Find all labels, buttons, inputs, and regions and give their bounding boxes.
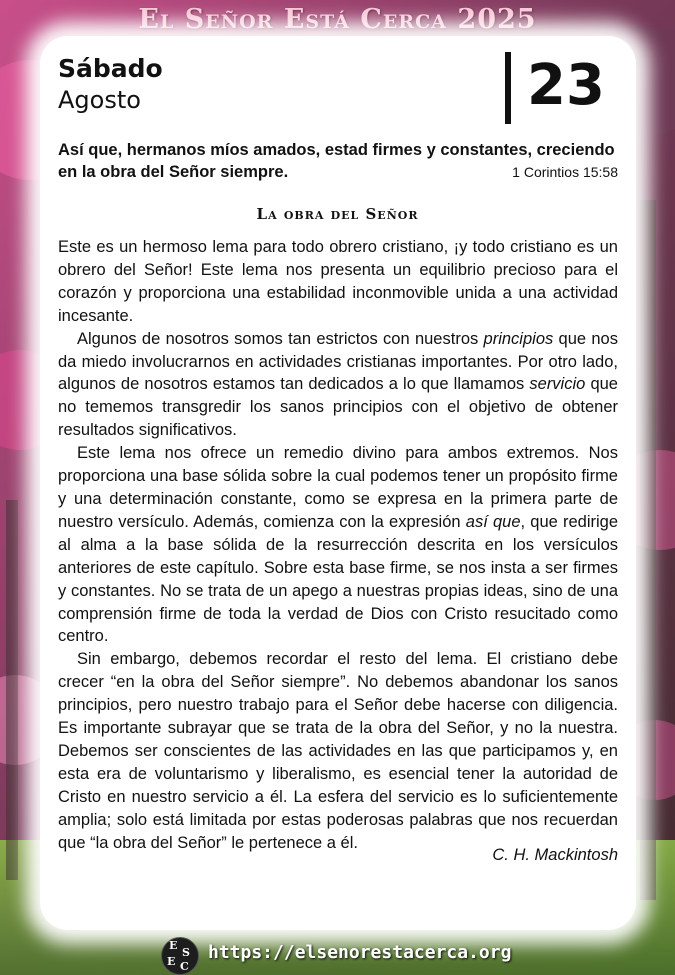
date-divider [505, 52, 511, 124]
website-link[interactable]: https://elsenorestacerca.org [208, 942, 512, 963]
article-paragraph: Sin embargo, debemos recordar el resto del lema. El cristiano debe crecer “en la obra del Señor siempre”. No debemos abandonar los sanos principios, pero nuestro trabajo para el Señor debe hacerse con diligencia. Es importante subrayar que se trata de la obra del Señor, y no la nuestra. Debemos ser conscientes de las actividades en las que participamos y, en esta era de voluntarismo y liberalismo, es esencial tener la autoridad de Cristo en nuestro servicio a él. La esfera del servicio es lo suficientemente amplia; solo está limitada por estas poderosas palabras que nos recuerdan que “la obra del Señor” le pertenece a él. [58, 650, 618, 852]
verse-reference: 1 Corintios 15:58 [512, 164, 618, 180]
esec-logo-icon[interactable] [161, 937, 199, 975]
day-number: 23 [527, 53, 605, 118]
article-body [58, 236, 618, 854]
emphasized-text: principios [483, 329, 554, 348]
publication-title: El Señor Está Cerca 2025 [138, 4, 537, 35]
article-paragraph: Algunos de nosotros somos tan estrictos con nuestros principios que nos da miedo involucrarnos en actividades cristianas importantes. Por otro lado, algunos de nosotros estamos tan dedicados a lo que llamamos servicio que no tememos transgredir los sanos principios con el objetivo de obtener resultados significativos. [58, 329, 618, 440]
logo-letter: E [169, 939, 178, 952]
article-author: C. H. Mackintosh [492, 846, 618, 864]
logo-letter: C [180, 960, 189, 973]
logo-letter: E [167, 955, 176, 968]
article-title: La obra del Señor [256, 205, 419, 223]
logo-letter: S [182, 946, 190, 959]
article-paragraph: Este lema nos ofrece un remedio divino para ambos extremos. Nos proporciona una base sólida sobre la cual podemos tener un propósito firme y una determinación constante, como se expresa en la primera parte de nuestro versículo. Además, comienza con la expresión así que, que redirige al alma a la base sólida de la resurrección descrita en los versículos anteriores de este capítulo. Sobre esta base firme, se nos insta a ser firmes y constantes. No se trata de un apego a nuestras propias ideas, sino de una comprensión firme de toda la verdad de Dios con Cristo resucitado como centro. [58, 444, 619, 646]
weekday: Sábado [58, 54, 163, 83]
verse-text: Así que, hermanos míos amados, estad firmes y constantes, creciendo en la obra del Señor siempre. [58, 141, 615, 181]
article-paragraph: Este es un hermoso lema para todo obrero cristiano, ¡y todo cristiano es un obrero del Señor! Este lema nos presenta un equilibrio precioso para el corazón y proporciona una estabilidad inconmovible unida a una actividad incesante. [58, 238, 618, 325]
emphasized-text: servicio [529, 375, 586, 394]
month: Agosto [58, 86, 141, 114]
emphasized-text: así que [465, 512, 521, 531]
